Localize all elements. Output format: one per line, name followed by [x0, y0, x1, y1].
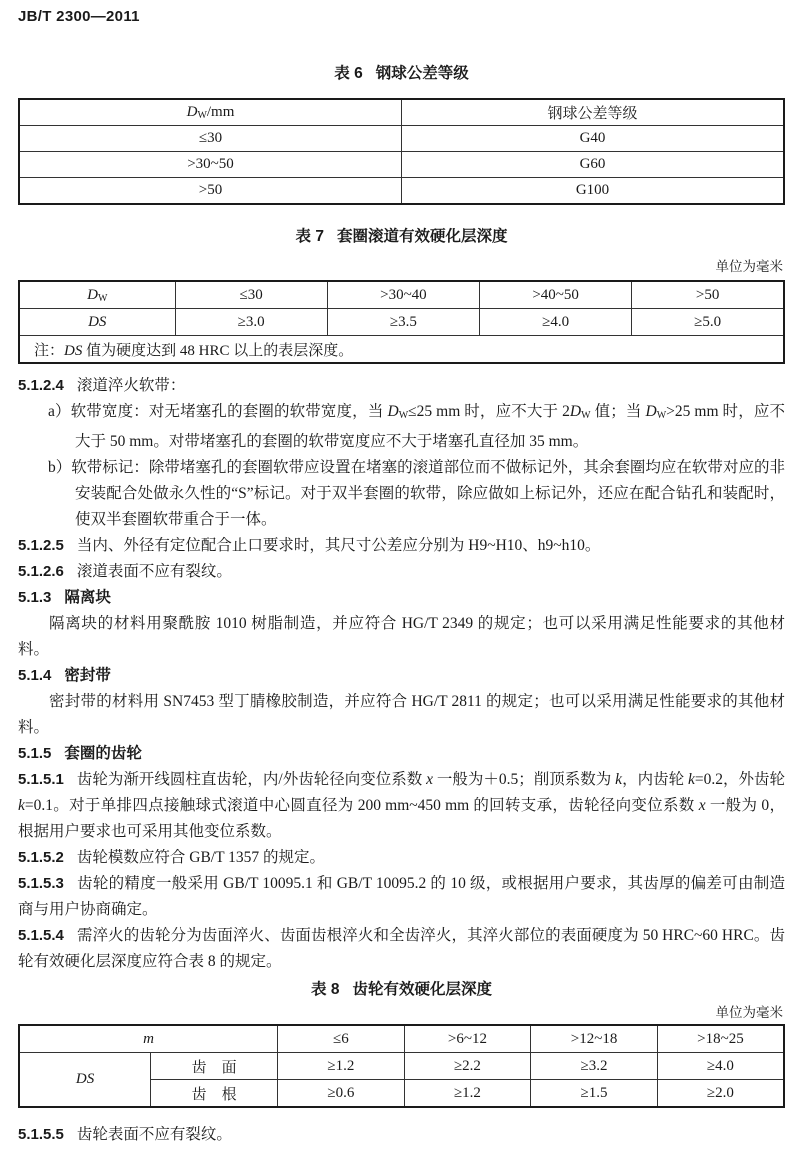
- clause-number: 5.1.4: [18, 667, 52, 684]
- table6-caption-title: 钢球公差等级: [375, 65, 469, 82]
- table-cell: ≤30: [19, 126, 402, 152]
- table-cell: ≤30: [175, 281, 327, 309]
- ds-symbol: DS: [75, 1071, 95, 1087]
- note-text: 值为硬度达到 48 HRC 以上的表层深度。: [82, 342, 354, 359]
- table8-unit-label: 单位为毫米: [715, 1005, 783, 1020]
- table7-unit-label: 单位为毫米: [715, 259, 783, 274]
- heading-5-1-3: [18, 585, 785, 611]
- paragraph-5-1-4: 密封带的材料用 SN7453 型丁腈橡胶制造，并应符合 HG/T 2811 的规定；也可以采用满足性能要求的其他材料。: [18, 693, 785, 736]
- m-symbol: m: [143, 1030, 154, 1047]
- clause-text-block: [18, 373, 785, 975]
- table-cell: ≥2.2: [404, 1053, 531, 1080]
- table7: [18, 280, 785, 364]
- table-row: [19, 126, 784, 152]
- table-cell: ≥4.0: [480, 309, 632, 336]
- table-cell: >50: [632, 281, 784, 309]
- heading-title: 密封带: [64, 667, 111, 684]
- standard-code: JB/T 2300—2011: [18, 8, 140, 25]
- heading-title: 隔离块: [64, 589, 111, 606]
- table-row: [19, 309, 784, 336]
- table-cell-ds-label: [19, 309, 175, 336]
- clause-number: 5.1.3: [18, 589, 52, 606]
- clause-5-1-5-3: [18, 871, 785, 923]
- note-prefix: 注：: [34, 342, 65, 359]
- table-cell: >30~40: [327, 281, 479, 309]
- table-cell: ≥1.2: [404, 1080, 531, 1108]
- table-cell: >40~50: [480, 281, 632, 309]
- dw-symbol: D: [87, 286, 98, 303]
- clause-number: 5.1.5.3: [18, 875, 64, 892]
- table7-caption-title: 套圈滚道有效硬化层深度: [336, 228, 508, 245]
- table-cell: >30~50: [19, 152, 402, 178]
- table8-caption: [18, 977, 785, 999]
- clause-text: 当内、外径有定位配合止口要求时，其尺寸公差应分别为 H9~H10、h9~h10。: [76, 537, 601, 554]
- table8: [18, 1024, 785, 1108]
- clause-number: 5.1.5.5: [18, 1126, 64, 1143]
- clause-5-1-2-5: [18, 533, 785, 559]
- table-cell: ≥0.6: [278, 1080, 405, 1108]
- clause-number: 5.1.2.5: [18, 537, 64, 554]
- clause-number: 5.1.5.1: [18, 771, 64, 788]
- clause-number: 5.1.5.4: [18, 927, 64, 944]
- clause-number: 5.1.5.2: [18, 849, 64, 866]
- clause-5-1-5-4: [18, 923, 785, 975]
- table6-caption-number: 表 6: [334, 65, 363, 82]
- table8-caption-number: 表 8: [311, 981, 340, 998]
- dw-subscript: W: [97, 292, 108, 304]
- table-header-row: [19, 99, 784, 126]
- table-cell: ≥3.0: [175, 309, 327, 336]
- clause-number: 5.1.2.6: [18, 563, 64, 580]
- heading-5-1-4: [18, 663, 785, 689]
- table-cell: ≥1.2: [278, 1053, 405, 1080]
- table-cell-face-label: 齿 面: [151, 1053, 278, 1080]
- table-cell: >12~18: [531, 1025, 658, 1053]
- clause-text: 需淬火的齿轮分为齿面淬火、齿面齿根淬火和全齿淬火，其淬火部位的表面硬度为 50 HRC~60 HRC。齿轮有效硬化层深度应符合表 8 的规定。: [18, 927, 785, 970]
- heading-title: 套圈的齿轮: [64, 745, 142, 762]
- dw-unit: /mm: [206, 104, 235, 120]
- table-cell: >18~25: [657, 1025, 784, 1053]
- note-ds-symbol: DS: [64, 342, 83, 359]
- table-note-cell: [19, 336, 784, 364]
- clause-text: 滚道表面不应有裂纹。: [76, 563, 232, 580]
- paragraph-5-1-3: 隔离块的材料用聚酰胺 1010 树脂制造，并应符合 HG/T 2349 的规定；也可以采用满足性能要求的其他材料。: [18, 615, 785, 658]
- table-row: [19, 1025, 784, 1053]
- table-cell: G60: [402, 152, 785, 178]
- clause-5-1-2-4-item-a: a）软带宽度：对无堵塞孔的套圈的软带宽度，当 DW≤25 mm 时，应不大于 2DW 值；当 DW>25 mm 时，应不大于 50 mm。对带堵塞孔的套圈的软带宽度应不大于堵塞孔直径加 35 mm。: [48, 403, 785, 450]
- table-row: [19, 152, 784, 178]
- table6-caption: [18, 61, 785, 83]
- table-cell-dw-label: [19, 281, 175, 309]
- table-cell: ≥3.2: [531, 1053, 658, 1080]
- clause-number: 5.1.2.4: [18, 377, 64, 394]
- clause-5-1-2-6: [18, 559, 785, 585]
- table-cell-m-label: [19, 1025, 278, 1053]
- table-cell: G40: [402, 126, 785, 152]
- heading-5-1-5: [18, 741, 785, 767]
- clause-5-1-2-4: [18, 373, 785, 399]
- clause-5-1-5-1: [18, 767, 785, 845]
- clause-5-1-5-2: [18, 845, 785, 871]
- table8-caption-title: 齿轮有效硬化层深度: [352, 981, 492, 998]
- dw-symbol: D: [186, 104, 198, 120]
- table-cell: >6~12: [404, 1025, 531, 1053]
- table-cell-ds-label: [19, 1053, 151, 1108]
- table-cell-grade-header: 钢球公差等级: [402, 99, 785, 126]
- clause-text: 齿轮的精度一般采用 GB/T 10095.1 和 GB/T 10095.2 的 10 级，或根据用户要求，其齿厚的偏差可由制造商与用户协商确定。: [18, 875, 785, 918]
- table-cell: >50: [19, 178, 402, 205]
- table-cell: ≤6: [278, 1025, 405, 1053]
- table-cell-root-label: 齿 根: [151, 1080, 278, 1108]
- table-row: [19, 281, 784, 309]
- table-cell: ≥1.5: [531, 1080, 658, 1108]
- table-row: [19, 1053, 784, 1080]
- ds-symbol: DS: [88, 313, 107, 330]
- table6: [18, 98, 785, 205]
- table-row: [19, 178, 784, 205]
- table-cell: ≥3.5: [327, 309, 479, 336]
- clause-text: 齿轮为渐开线圆柱直齿轮，内/外齿轮径向变位系数 x 一般为＋0.5；削顶系数为 k，内齿轮 k=0.2，外齿轮 k=0.1。对于单排四点接触球式滚道中心圆直径为 200 mm~450 mm 的回转支承，齿轮径向变位系数 x 一般为 0，根据用户要求也可采用其他变位系数。: [18, 771, 785, 840]
- table-note-row: [19, 336, 784, 364]
- clause-5-1-5-5: [18, 1122, 785, 1148]
- clause-5-1-2-4-item-b: b）软带标记：除带堵塞孔的套圈软带应设置在堵塞的滚道部位而不做标记外，其余套圈均应在软带对应的非安装配合处做永久性的“S”标记。对于双半套圈的软带，除应做如上标记外，还应在配合钻孔和装配时，使双半套圈软带重合于一体。: [48, 459, 785, 528]
- table-cell: ≥2.0: [657, 1080, 784, 1108]
- table-cell: G100: [402, 178, 785, 205]
- table7-caption: [18, 224, 785, 246]
- clause-text: 齿轮模数应符合 GB/T 1357 的规定。: [76, 849, 326, 866]
- dw-subscript: W: [197, 110, 207, 121]
- table7-caption-number: 表 7: [295, 228, 324, 245]
- table-cell-dw-header: [19, 99, 402, 126]
- table-cell: ≥5.0: [632, 309, 784, 336]
- clause-number: 5.1.5: [18, 745, 52, 762]
- clause-text: 齿轮表面不应有裂纹。: [76, 1126, 232, 1143]
- clause-text: 滚道淬火软带：: [76, 377, 186, 394]
- table-cell: ≥4.0: [657, 1053, 784, 1080]
